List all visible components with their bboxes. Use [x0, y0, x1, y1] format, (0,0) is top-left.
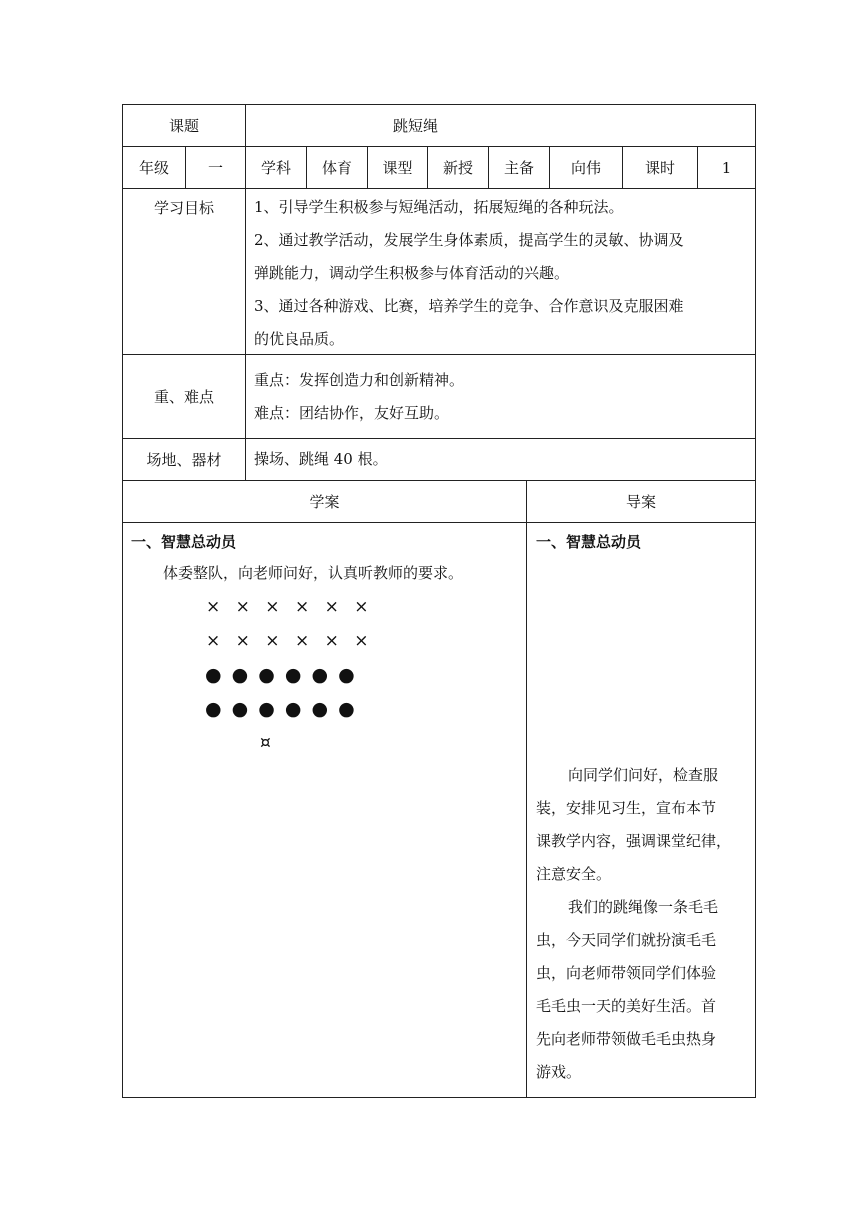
guide-content — [526, 523, 755, 1097]
study-section-title: 一、智慧总动员 — [131, 533, 237, 551]
guide-text-line: 注意安全。 — [536, 865, 612, 883]
column-header-row — [122, 480, 756, 522]
guide-text-line: 我们的跳绳像一条毛毛 — [568, 898, 719, 916]
formation-students-row: × × × × × × — [206, 631, 374, 651]
goals-row — [122, 188, 756, 354]
guide-text-line: 装，安排见习生，宣布本节 — [536, 799, 717, 817]
key-point-text: 重点：发挥创造力和创新精神。 — [254, 371, 465, 389]
hours-value: 1 — [697, 147, 755, 188]
formation-dots-row: ● ● ● ● ● ● — [205, 664, 357, 686]
type-value: 新授 — [427, 147, 488, 188]
key-points-content — [245, 355, 755, 438]
venue-row — [122, 438, 756, 480]
difficult-point-text: 难点：团结协作，友好互助。 — [254, 404, 450, 422]
prep-value: 向伟 — [549, 147, 622, 188]
study-column-header: 学案 — [309, 493, 340, 511]
lesson-plan-table — [122, 104, 756, 1098]
goal-line: 1、引导学生积极参与短绳活动，拓展短绳的各种玩法。 — [254, 198, 624, 216]
key-points-row — [122, 354, 756, 438]
topic-label: 课题 — [168, 117, 199, 135]
subject-label: 学科 — [245, 147, 306, 188]
venue-value: 操场、跳绳 40 根。 — [245, 439, 755, 480]
grade-value: 一 — [185, 147, 245, 188]
goals-label: 学习目标 — [153, 199, 214, 217]
key-points-label: 重、难点 — [153, 388, 214, 406]
study-intro: 体委整队，向老师问好，认真听教师的要求。 — [163, 564, 464, 582]
guide-text-line: 先向老师带领做毛毛虫热身 — [536, 1030, 717, 1048]
teacher-position-icon: ¤ — [260, 733, 276, 753]
subject-value: 体育 — [306, 147, 367, 188]
info-row — [122, 146, 756, 188]
guide-text-line: 毛毛虫一天的美好生活。首 — [536, 997, 717, 1015]
goals-content — [245, 189, 755, 354]
grade-label: 年级 — [138, 159, 169, 177]
goal-line: 的优良品质。 — [254, 330, 345, 348]
venue-label: 场地、器材 — [146, 451, 222, 469]
hours-label: 课时 — [622, 147, 697, 188]
guide-text-line: 游戏。 — [536, 1063, 582, 1081]
guide-column-header: 导案 — [526, 481, 755, 522]
content-row — [122, 522, 756, 1098]
study-content — [123, 523, 526, 1097]
goal-line: 3、通过各种游戏、比赛，培养学生的竞争、合作意识及克服困难 — [254, 297, 684, 315]
topic-value: 跳短绳 — [245, 105, 755, 146]
guide-text-line: 虫，今天同学们就扮演毛毛 — [536, 931, 717, 949]
prep-label: 主备 — [488, 147, 549, 188]
guide-section-title: 一、智慧总动员 — [536, 533, 642, 551]
type-label: 课型 — [367, 147, 427, 188]
guide-text-line: 向同学们问好，检查服 — [568, 766, 719, 784]
guide-text-line: 课教学内容，强调课堂纪律， — [536, 832, 732, 850]
topic-row — [122, 104, 756, 146]
formation-dots-row: ● ● ● ● ● ● — [205, 698, 357, 720]
formation-students-row: × × × × × × — [206, 597, 374, 617]
goal-line: 2、通过教学活动，发展学生身体素质，提高学生的灵敏、协调及 — [254, 231, 684, 249]
guide-text-line: 虫，向老师带领同学们体验 — [536, 964, 717, 982]
goal-line: 弹跳能力，调动学生积极参与体育活动的兴趣。 — [254, 264, 570, 282]
